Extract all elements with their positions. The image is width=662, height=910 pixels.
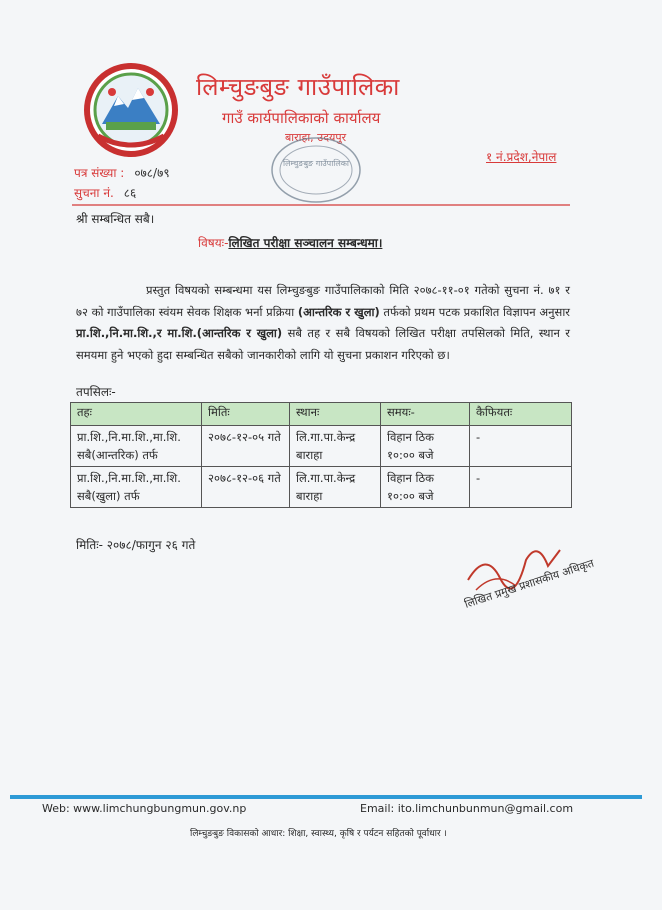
office-address: बाराहा, उदयपुर: [285, 131, 347, 144]
table-header-row: [71, 403, 572, 426]
letter-number: पत्र संख्या : ०७८/७९: [74, 166, 170, 180]
letter-body: प्रस्तुत विषयको सम्बन्धमा यस लिम्चुङबुङ गाउँपालिकाको मिति २०७८-११-०१ गतेको सुचना नं. ७१ र ७२ को गाउँपालिका स्वंयम सेवक शिक्षक भर्ना प्रक्रिया (आन्तरिक र खुला) तर्फको प्रथम पटक प्रकाशित विज्ञापन अनुसार प्रा.शि.,नि.मा.शि.,र मा.शि.(आन्तरिक र खुला) सबै तह र सबै विषयको लिखित परीक्षा तपसिलको मिति, स्थान र समयमा हुने भएको हुदा सम्बन्धित सबैको जानकारीको लागि यो सुचना प्रकाशन गरिएको छ।: [76, 283, 571, 362]
recipient: श्री सम्बन्धित सबै।: [76, 212, 155, 226]
header-venue: स्थानः: [290, 403, 381, 426]
cell-level: प्रा.शि.,नि.मा.शि.,मा.शि. सबै(खुला) तर्फ: [71, 467, 202, 508]
cell-date: २०७८-१२-०५ गते: [202, 426, 290, 467]
cell-venue: लि.गा.पा.केन्द्र बाराहा: [290, 467, 381, 508]
details-label: तपसिलः-: [76, 385, 116, 399]
cell-remarks: -: [470, 426, 572, 467]
table-row: [71, 426, 572, 467]
table-row: [71, 467, 572, 508]
email-link[interactable]: Email: ito.limchunbunmun@gmail.com: [360, 802, 574, 815]
header-divider: [72, 204, 570, 206]
notice-number: सुचना नं. ८६: [74, 186, 137, 200]
province-label: १ नं.प्रदेश,नेपाल: [486, 150, 557, 164]
exam-schedule-table: [70, 402, 572, 508]
nepal-emblem-icon: [82, 62, 180, 158]
signature-icon: [456, 520, 616, 620]
svg-text:लिम्चुङबुङ गाउँपालिका: लिम्चुङबुङ गाउँपालिका: [283, 159, 349, 168]
cell-time: विहान ठिक १०:०० बजे: [381, 426, 470, 467]
office-subtitle: गाउँ कार्यपालिकाको कार्यालय: [222, 109, 381, 127]
subject-line: विषयः-लिखित परीक्षा सञ्चालन सम्बन्धमा।: [198, 236, 383, 250]
office-stamp-icon: [266, 130, 366, 208]
header-time: समयः-: [381, 403, 470, 426]
issue-date: मितिः- २०७८/फागुन २६ गते: [76, 538, 196, 552]
cell-venue: लि.गा.पा.केन्द्र बाराहा: [290, 426, 381, 467]
website-link[interactable]: Web: www.limchungbungmun.gov.np: [42, 802, 247, 815]
svg-text:लिखित प्रमुख प्रशासकीय अधिकृत: लिखित प्रमुख प्रशासकीय अधिकृत: [462, 556, 596, 611]
office-title: लिम्चुङबुङ गाउँपालिका: [196, 73, 400, 101]
cell-level: प्रा.शि.,नि.मा.शि.,मा.शि. सबै(आन्तरिक) तर्फ: [71, 426, 202, 467]
header-date: मितिः: [202, 403, 290, 426]
cell-time: विहान ठिक १०:०० बजे: [381, 467, 470, 508]
header-level: तहः: [71, 403, 202, 426]
cell-remarks: -: [470, 467, 572, 508]
footer-motto: लिम्चुङबुङ विकासको आधार: शिक्षा, स्वास्थ्य, कृषि र पर्यटन सहितको पूर्वाधार ।: [190, 829, 447, 839]
header-remarks: कैफियतः: [470, 403, 572, 426]
cell-date: २०७८-१२-०६ गते: [202, 467, 290, 508]
footer-divider: [10, 795, 642, 799]
